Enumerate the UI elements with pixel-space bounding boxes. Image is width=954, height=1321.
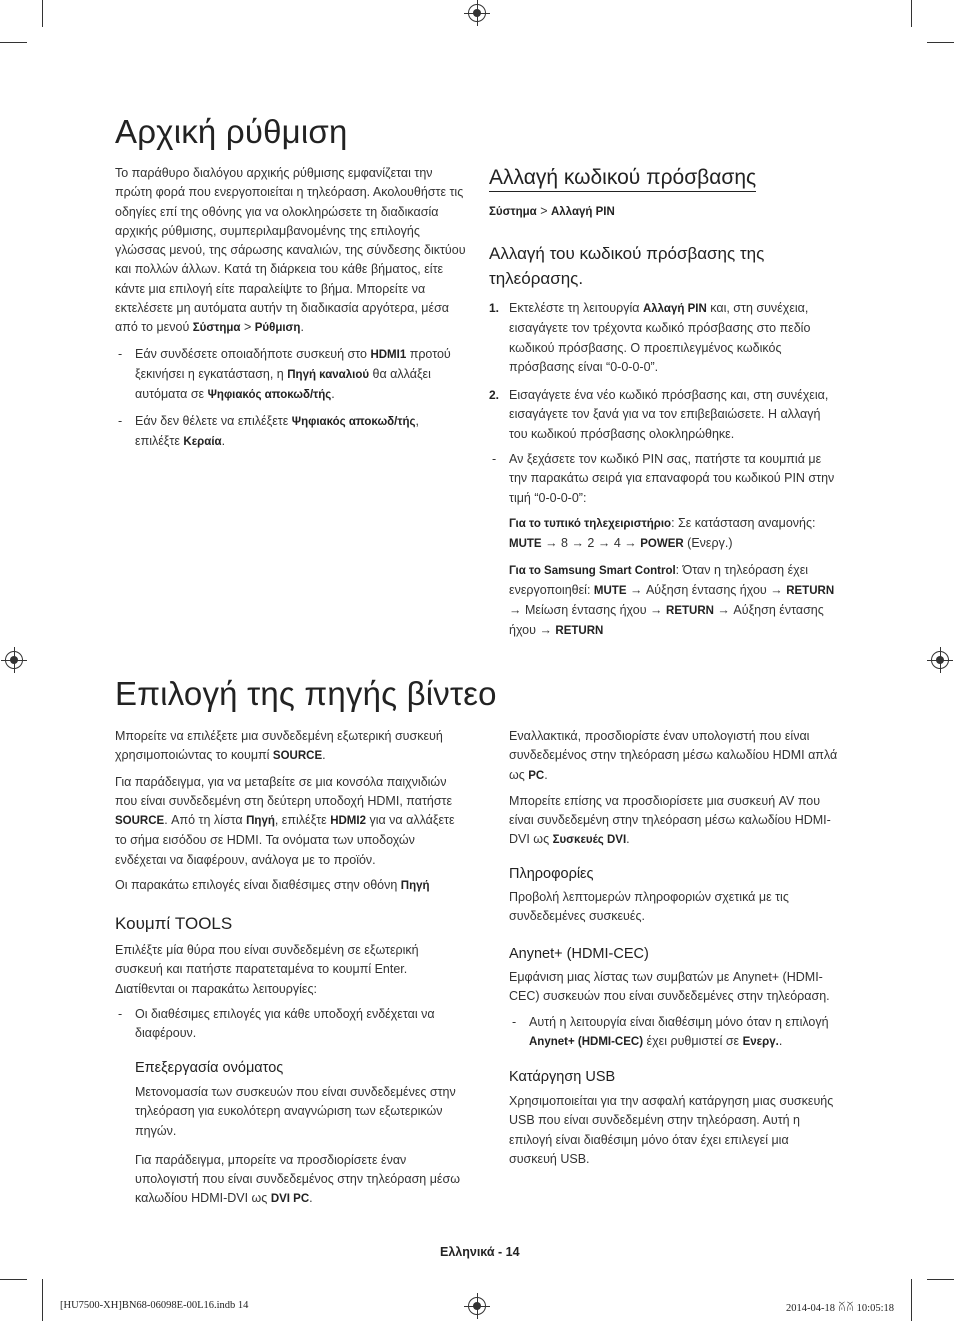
pc-alternative: Εναλλακτικά, προσδιορίστε έναν υπολογιστή που είναι συνδεδεμένος στην τηλεόραση μέσω καλωδίου HDMI απλά ως PC.	[509, 729, 838, 782]
crop-mark	[42, 1279, 43, 1321]
print-timestamp: 2014-04-18 ꊼꊼ 10:05:18	[786, 1303, 894, 1314]
crop-mark	[927, 1279, 954, 1280]
pin-steps	[489, 299, 835, 642]
registration-mark-icon	[468, 1297, 486, 1315]
tools-section	[115, 941, 465, 1043]
pin-step-2: 2. Εισαγάγετε ένα νέο κωδικό πρόσβασης και, στη συνέχεια, εισαγάγετε τον ξανά για να τον επιβεβαιώσετε. Η αλλαγή του κωδικού πρόσβασης ολοκληρώθηκε.	[489, 388, 829, 441]
remove-usb-description: Χρησιμοποιείται για την ασφαλή κατάργηση μιας συσκευής USB που είναι συνδεδεμένη στην τηλεόραση. Αυτή η επιλογή είναι διαθέσιμη μόνο όταν έχει επιλεγεί μια συσκευή USB.	[509, 1094, 834, 1166]
information-title: Πληροφορίες	[509, 866, 594, 882]
crop-mark	[911, 0, 912, 27]
information-description: Προβολή λεπτομερών πληροφοριών σχετικά με τις συνδεδεμένες συσκευές.	[509, 890, 789, 924]
anynet-description: Εμφάνιση μιας λίστας των συμβατών με Anynet+ (HDMI-CEC) συσκευών που είναι συνδεδεμένες στην τηλεόραση.	[509, 970, 830, 1004]
crop-mark	[911, 1279, 912, 1321]
registration-mark-icon	[5, 651, 23, 669]
hdmi1-note: - Εάν συνδέσετε οποιαδήποτε συσκευή στο HDMI1 προτού ξεκινήσει η εγκατάσταση, η Πηγή καναλιού θα αλλάξει αυτόματα σε Ψηφιακός αποκωδ/τής.	[115, 345, 467, 406]
pin-subtitle: Αλλαγή του κωδικού πρόσβασης της τηλεόρασης.	[489, 244, 765, 288]
rename-example: Για παράδειγμα, μπορείτε να προσδιορίσετε έναν υπολογιστή που είναι συνδεδεμένος στην τηλεόραση μέσω καλωδίου HDMI-DVI ως DVI PC.	[135, 1152, 460, 1206]
crop-mark	[0, 42, 27, 43]
video-source-left-column	[115, 727, 465, 896]
tools-note: - Οι διαθέσιμες επιλογές για κάθε υποδοχή ενδέχεται να διαφέρουν.	[115, 1005, 465, 1044]
source-options-intro: Οι παρακάτω επιλογές είναι διαθέσιμες στην οθόνη Πηγή	[115, 878, 430, 893]
anynet-title: Anynet+ (HDMI-CEC)	[509, 946, 649, 962]
av-device-note: Μπορείτε επίσης να προσδιορίσετε μια συσκευή AV που είναι συνδεδεμένη στην τηλεόραση μέσω καλωδίου HDMI-DVI ως Συσκευές DVI.	[509, 793, 831, 847]
video-source-title: Επιλογή της πηγής βίντεο	[115, 675, 497, 712]
initial-setup-title: Αρχική ρύθμιση	[115, 113, 348, 150]
change-pin-title: Αλλαγή κωδικού πρόσβασης	[489, 166, 756, 192]
initial-setup-column	[115, 164, 467, 452]
antenna-note: - Εάν δεν θέλετε να επιλέξετε Ψηφιακός αποκωδ/τής, επιλέξτε Κεραία.	[115, 412, 467, 453]
source-intro: Μπορείτε να επιλέξετε μια συνδεδεμένη εξωτερική συσκευή χρησιμοποιώντας το κουμπί SOURCE.	[115, 729, 443, 763]
rename-title: Επεξεργασία ονόματος	[135, 1060, 284, 1076]
source-example: Για παράδειγμα, για να μεταβείτε σε μια κονσόλα παιχνιδιών που είναι συνδεδεμένη στη δεύτερη υποδοχή HDMI, πατήστε SOURCE. Από τη λίστα Πηγή, επιλέξτε HDMI2 για να αλλάξετε το σήμα εισόδου σε HDMI. Τα ονόματα των υποδοχών ενδέχεται να διαφέρουν, ανάλογα με το προϊόν.	[115, 774, 455, 867]
print-file-info: [HU7500-XH]BN68-06098E-00L16.indb 14	[60, 1300, 249, 1311]
anynet-note: - Αυτή η λειτουργία είναι διαθέσιμη μόνο όταν η επιλογή Anynet+ (HDMI-CEC) έχει ρυθμιστεί σε Ενεργ..	[509, 1013, 839, 1053]
video-source-right-column	[509, 727, 839, 851]
pin-step-1: 1. Εκτελέστε τη λειτουργία Αλλαγή PIN και, στη συνέχεια, εισαγάγετε τον τρέχοντα κωδικό πρόσβασης στο πεδίο κωδικού πρόσβασης. Ο προεπιλεγμένος κωδικός πρόσβασης είναι “0-0-0-0”.	[489, 301, 811, 374]
registration-mark-icon	[931, 651, 949, 669]
remove-usb-title: Κατάργηση USB	[509, 1069, 616, 1085]
registration-mark-icon	[468, 4, 486, 22]
tools-description: Επιλέξτε μία θύρα που είναι συνδεδεμένη σε εξωτερική συσκευή και πατήστε παρατεταμένα το κουμπί Enter. Διατίθενται οι παρακάτω λειτουργίες:	[115, 943, 419, 996]
anynet-section	[509, 968, 839, 1052]
rename-section	[135, 1083, 465, 1210]
rename-description: Μετονομασία των συσκευών που είναι συνδεδεμένες στην τηλεόραση για ευκολότερη αναγνώριση των εξωτερικών πηγών.	[135, 1085, 456, 1138]
page-number: Ελληνικά - 14	[440, 1245, 520, 1259]
pin-menu-path: Σύστημα > Αλλαγή PIN	[489, 204, 615, 218]
tools-button-title: Κουμπί TOOLS	[115, 914, 233, 933]
crop-mark	[0, 1279, 27, 1280]
crop-mark	[42, 0, 43, 27]
initial-setup-intro: Το παράθυρο διαλόγου αρχικής ρύθμισης εμφανίζεται την πρώτη φορά που ενεργοποιείται η τηλεόραση. Ακολουθήστε τις οδηγίες επί της οθόνης για να ολοκληρώσετε τη διαδικασία αρχικής ρύθμισης, συμπεριλαμβανομένης της επιλογής γλώσσας μενού, της σάρωσης καναλιών, της σύνδεσης δικτύου και πολλών άλλων. Κατά τη διάρκεια του κάθε βήματος, είτε κάντε μια επιλογή είτε παραλείψτε το βήμα. Μπορείτε να εκτελέσετε μη αυτόματα αυτήν τη διαδικασία αργότερα, μέσα από το μενού Σύστημα > Ρύθμιση.	[115, 166, 466, 335]
forgot-pin-note: - Αν ξεχάσετε τον κωδικό PIN σας, πατήστε τα κουμπιά με την παρακάτω σειρά για επαναφορά του κωδικού PIN στην τιμή “0-0-0-0”:	[489, 450, 835, 508]
standard-remote-reset: Για το τυπικό τηλεχειριστήριο: Σε κατάσταση αναμονής: MUTE → 8 → 2 → 4 → POWER (Ενεργ.)	[509, 515, 816, 551]
smart-control-reset: Για το Samsung Smart Control: Όταν η τηλεόραση έχει ενεργοποιηθεί: MUTE → Αύξηση έντασης ήχου → RETURN → Μείωση έντασης ήχου → RETURN → Αύξηση έντασης ήχου → RETURN	[509, 562, 835, 638]
crop-mark	[927, 42, 954, 43]
